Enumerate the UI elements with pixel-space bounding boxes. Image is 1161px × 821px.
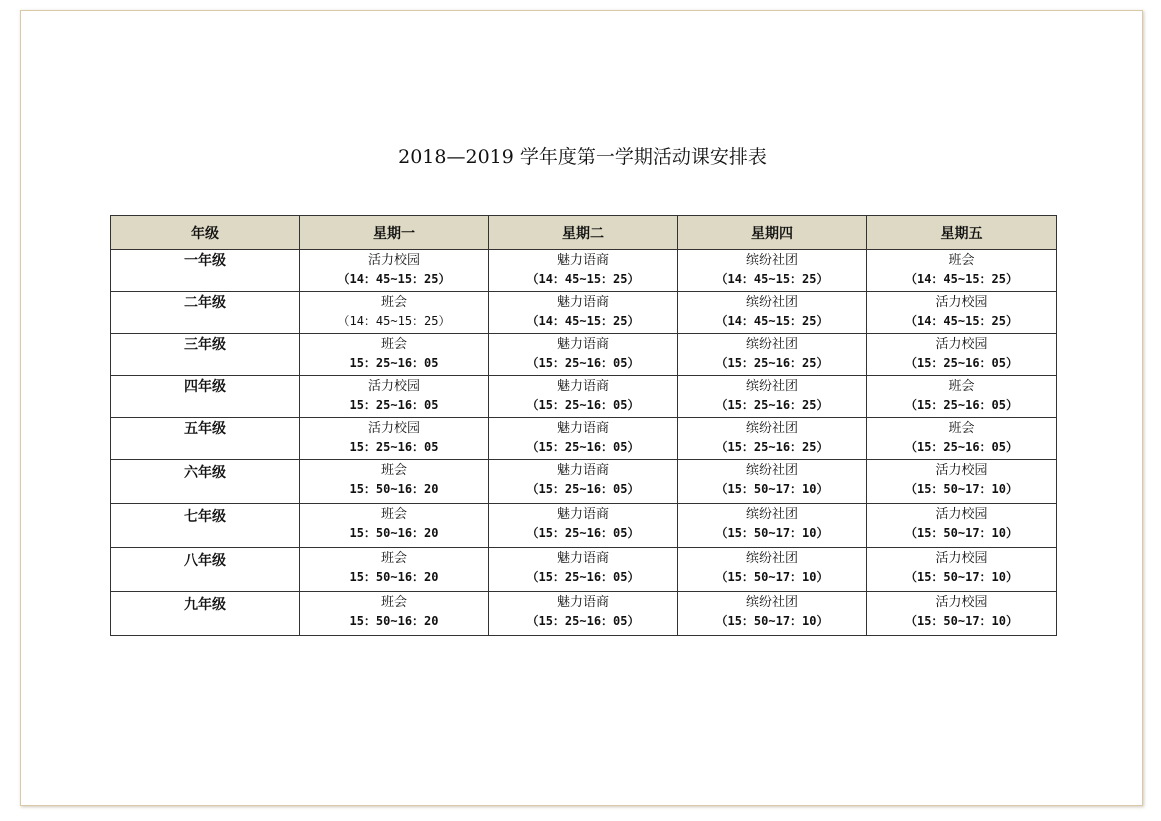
activity-name: 活力校园: [935, 507, 988, 522]
grade-cell: 四年级: [111, 376, 300, 418]
schedule-cell-monday: [300, 418, 489, 460]
activity-time: （15：25~16：05）: [526, 614, 640, 628]
header-monday: 星期一: [300, 216, 489, 250]
activity-name: 缤纷社团: [745, 463, 798, 478]
activity-name: 魅力语商: [556, 337, 609, 352]
activity-name: 魅力语商: [556, 295, 609, 310]
activity-name: 班会: [948, 421, 975, 436]
activity-name: 班会: [380, 337, 407, 352]
schedule-body: [111, 250, 1057, 636]
table-row: [111, 460, 1057, 504]
schedule-cell-thursday: [678, 250, 867, 292]
activity-time: 15：25~16：05: [349, 356, 439, 370]
schedule-cell-monday: [300, 504, 489, 548]
table-row: [111, 548, 1057, 592]
activity-name: 魅力语商: [556, 595, 609, 610]
schedule-cell-monday: [300, 250, 489, 292]
activity-name: 活力校园: [367, 379, 420, 394]
schedule-cell-friday: [867, 418, 1057, 460]
schedule-cell-tuesday: [489, 548, 678, 592]
activity-name: 缤纷社团: [745, 253, 798, 268]
schedule-cell-tuesday: [489, 334, 678, 376]
table-row: [111, 334, 1057, 376]
activity-name: 活力校园: [935, 463, 988, 478]
activity-name: 缤纷社团: [745, 337, 798, 352]
activity-time: （15：50~17：10）: [904, 614, 1019, 628]
activity-name: 缤纷社团: [745, 595, 798, 610]
table-row: [111, 292, 1057, 334]
schedule-cell-friday: [867, 334, 1057, 376]
grade-cell: 七年级: [111, 504, 300, 548]
activity-time: （15：50~17：10）: [715, 482, 829, 496]
header-grade: 年级: [111, 216, 300, 250]
activity-time: （14：45~15：25）: [715, 272, 829, 286]
schedule-cell-thursday: [678, 334, 867, 376]
schedule-cell-thursday: [678, 592, 867, 636]
schedule-cell-tuesday: [489, 292, 678, 334]
activity-name: 魅力语商: [556, 379, 609, 394]
table-row: [111, 250, 1057, 292]
activity-time: （15：25~16：05）: [904, 398, 1019, 412]
activity-name: 活力校园: [935, 551, 988, 566]
activity-name: 缤纷社团: [745, 551, 798, 566]
schedule-cell-friday: [867, 548, 1057, 592]
activity-time: （15：25~16：05）: [526, 570, 640, 584]
activity-name: 魅力语商: [556, 253, 609, 268]
grade-cell: 八年级: [111, 548, 300, 592]
table-row: [111, 376, 1057, 418]
grade-cell: 九年级: [111, 592, 300, 636]
activity-time: （15：25~16：05）: [904, 440, 1019, 454]
activity-time: 15：25~16：05: [349, 440, 439, 454]
schedule-cell-friday: [867, 592, 1057, 636]
activity-name: 活力校园: [367, 253, 420, 268]
schedule-cell-thursday: [678, 460, 867, 504]
activity-time: （15：25~16：05）: [526, 526, 640, 540]
activity-name: 班会: [380, 595, 407, 610]
activity-name: 活力校园: [935, 595, 988, 610]
activity-time: （14：45~15：25）: [337, 272, 451, 286]
activity-name: 魅力语商: [556, 463, 609, 478]
activity-name: 班会: [948, 253, 975, 268]
schedule-cell-thursday: [678, 548, 867, 592]
table-row: [111, 504, 1057, 548]
activity-time: （15：50~17：10）: [715, 614, 829, 628]
schedule-cell-friday: [867, 292, 1057, 334]
schedule-cell-tuesday: [489, 418, 678, 460]
activity-name: 缤纷社团: [745, 379, 798, 394]
activity-name: 班会: [380, 507, 407, 522]
activity-time: （14：45~15：25）: [526, 314, 640, 328]
activity-time: 15：50~16：20: [349, 526, 439, 540]
activity-time: （15：50~17：10）: [715, 526, 829, 540]
schedule-table: [110, 215, 1057, 636]
schedule-cell-tuesday: [489, 504, 678, 548]
schedule-cell-thursday: [678, 292, 867, 334]
activity-time: （15：25~16：05）: [526, 398, 640, 412]
header-thursday: 星期四: [678, 216, 867, 250]
activity-time: （14：45~15：25）: [904, 272, 1019, 286]
table-header-row: [111, 216, 1057, 250]
schedule-cell-monday: [300, 292, 489, 334]
grade-cell: 六年级: [111, 460, 300, 504]
schedule-cell-thursday: [678, 504, 867, 548]
activity-time: （15：50~17：10）: [715, 570, 829, 584]
schedule-cell-tuesday: [489, 250, 678, 292]
schedule-cell-monday: [300, 592, 489, 636]
activity-name: 魅力语商: [556, 421, 609, 436]
activity-time: （15：25~16：05）: [904, 356, 1019, 370]
activity-name: 魅力语商: [556, 507, 609, 522]
activity-time: （15：25~16：25）: [715, 398, 829, 412]
schedule-cell-monday: [300, 334, 489, 376]
activity-time: （14：45~15：25）: [337, 314, 451, 328]
activity-time: （14：45~15：25）: [526, 272, 640, 286]
document-title: 2018—2019 学年度第一学期活动课安排表: [398, 146, 767, 168]
activity-time: （15：25~16：25）: [715, 440, 829, 454]
activity-name: 缤纷社团: [745, 421, 798, 436]
grade-cell: 三年级: [111, 334, 300, 376]
activity-time: （15：50~17：10）: [904, 526, 1019, 540]
activity-time: （14：45~15：25）: [715, 314, 829, 328]
schedule-cell-thursday: [678, 376, 867, 418]
activity-name: 班会: [380, 551, 407, 566]
schedule-cell-monday: [300, 376, 489, 418]
document-page: [20, 10, 1143, 806]
activity-name: 缤纷社团: [745, 295, 798, 310]
schedule-cell-friday: [867, 504, 1057, 548]
activity-time: 15：50~16：20: [349, 614, 439, 628]
header-friday: 星期五: [867, 216, 1057, 250]
schedule-cell-monday: [300, 460, 489, 504]
activity-name: 班会: [948, 379, 975, 394]
activity-name: 活力校园: [367, 421, 420, 436]
activity-time: （15：25~16：05）: [526, 440, 640, 454]
activity-time: 15：25~16：05: [349, 398, 439, 412]
schedule-cell-monday: [300, 548, 489, 592]
activity-name: 活力校园: [935, 337, 988, 352]
activity-time: （15：25~16：05）: [526, 356, 640, 370]
schedule-cell-friday: [867, 376, 1057, 418]
table-row: [111, 418, 1057, 460]
grade-cell: 二年级: [111, 292, 300, 334]
activity-time: （15：50~17：10）: [904, 482, 1019, 496]
table-row: [111, 592, 1057, 636]
activity-name: 缤纷社团: [745, 507, 798, 522]
activity-name: 活力校园: [935, 295, 988, 310]
schedule-cell-tuesday: [489, 592, 678, 636]
activity-time: （15：25~16：05）: [526, 482, 640, 496]
schedule-cell-tuesday: [489, 376, 678, 418]
activity-name: 班会: [380, 463, 407, 478]
activity-time: （14：45~15：25）: [904, 314, 1019, 328]
schedule-cell-friday: [867, 460, 1057, 504]
schedule-cell-thursday: [678, 418, 867, 460]
schedule-cell-tuesday: [489, 460, 678, 504]
activity-name: 魅力语商: [556, 551, 609, 566]
activity-time: （15：50~17：10）: [904, 570, 1019, 584]
activity-name: 班会: [380, 295, 407, 310]
activity-time: （15：25~16：25）: [715, 356, 829, 370]
grade-cell: 一年级: [111, 250, 300, 292]
schedule-cell-friday: [867, 250, 1057, 292]
activity-time: 15：50~16：20: [349, 482, 439, 496]
grade-cell: 五年级: [111, 418, 300, 460]
activity-time: 15：50~16：20: [349, 570, 439, 584]
header-tuesday: 星期二: [489, 216, 678, 250]
